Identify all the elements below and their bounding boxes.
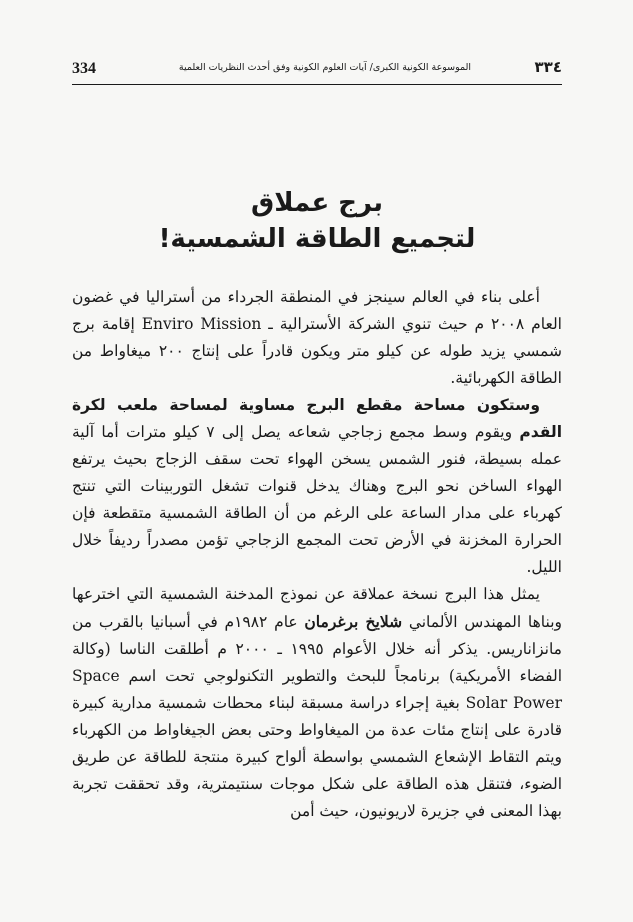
page-header (72, 58, 562, 80)
page-number-latin: 334 (72, 60, 96, 77)
paragraph-2-rest: ويقوم وسط مجمع زجاجي شعاعه يصل إلى ٧ كيلو مترات أما آلية عمله بسيطة، فنور الشمس يسخن الهواء تحت سقف الزجاج بحيث يرتفع الهواء الساخن نحو البرج وهناك يدخل قنوات تشغل التوربينات التي تنتج كهرباء على مدار الساعة على الرغم من أن الطاقة الشمسية متقطعة فإن الحرارة المخزنة في الأرض تحت المجمع الزجاجي تؤمن مصدراً رديفاً خلال الليل. (72, 423, 562, 576)
header-rule (72, 84, 562, 85)
paragraph-1: أعلى بناء في العالم سينجز في المنطقة الجرداء من أستراليا في غضون العام ٢٠٠٨ م حيث تنوي الشركة الأسترالية ـ Enviro Mission إقامة برج شمسي يزيد طوله عن كيلو متر ويكون قادراً على إنتاج ٢٠٠ ميغاواط من الطاقة الكهربائية. (72, 288, 562, 387)
engineer-name: شلايخ برغرمان (304, 612, 403, 631)
paragraph-3-before: يمثل هذا البرج نسخة عملاقة عن نموذج المدخنة الشمسية التي اخترعها وبناها المهندس الألماني (72, 585, 563, 631)
article-body (72, 284, 562, 825)
running-head: الموسوعة الكونية الكبرى/ آيات العلوم الكونية وفق أحدث النظريات العلمية (178, 62, 472, 73)
paragraph-3-after: عام ١٩٨٢م في أسبانيا بالقرب من مانزاناريس. يذكر أنه خلال الأعوام ١٩٩٥ ـ ٢٠٠٠ م أطلقت الناسا (وكالة الفضاء الأمريكية) برنامجاً للبحث والتطوير التكنولوجي تحت اسم Space Solar Power بغية إجراء دراسة مسبقة لبناء محطات شمسية مدارية كبيرة قادرة على إنتاج مئات عدة من الميغاواط وحتى بعض الجيغاواط من الكهرباء ويتم التقاط الإشعاع الشمسي بواسطة ألواح كبيرة منتجة للطاقة عن طريق الضوء، فتنقل هذه الطاقة على شكل موجات سنتيمترية، وقد تحققت تجربة بهذا المعنى في جزيرة لاريونيون، حيث أمن (72, 613, 563, 820)
paragraph-2 (72, 392, 562, 581)
chapter-title-line-2: لتجميع الطاقة الشمسية! (158, 224, 476, 254)
page-number-arabic: ٣٣٤ (534, 58, 562, 76)
paragraph-3 (72, 581, 562, 825)
chapter-title-line-1: برج عملاق (251, 188, 383, 218)
paragraph-2-lead: وستكون مساحة مقطع البرج مساوية لمساحة ملعب لكرة القدم (72, 396, 563, 441)
